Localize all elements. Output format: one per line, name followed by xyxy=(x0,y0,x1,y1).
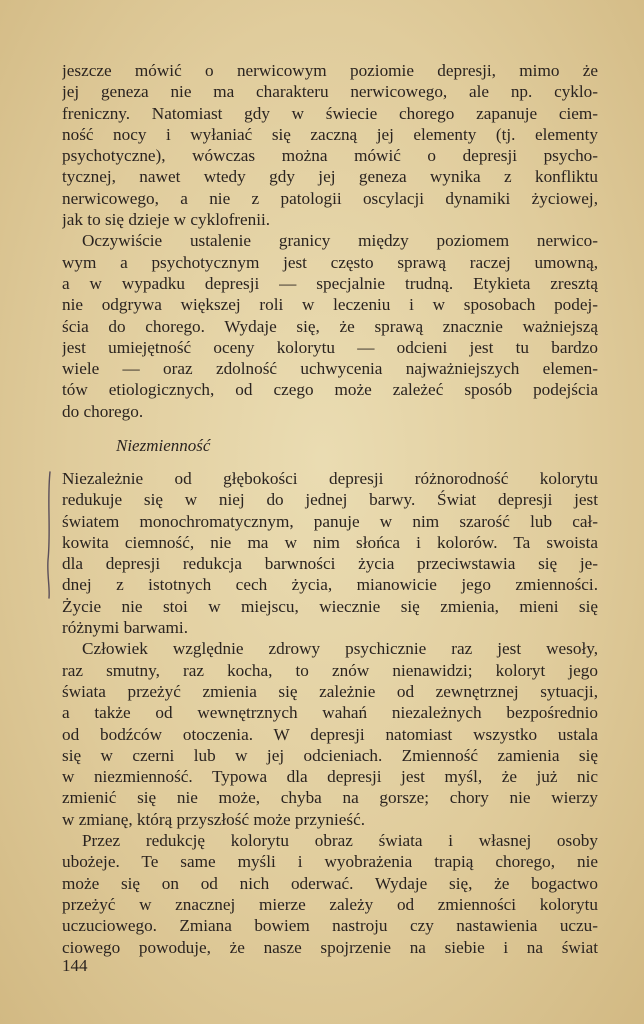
text-line: w zmianę, którą przyszłość może przynieść. xyxy=(62,809,366,829)
paragraph xyxy=(62,230,598,422)
paragraph xyxy=(62,830,598,958)
text-line: a w wypadku depresji — specjalnie trudną. Etykieta zresztą xyxy=(62,273,598,293)
text-line: raz smutny, raz kocha, to znów nienawidzi; koloryt jego xyxy=(62,660,598,680)
text-line: Życie nie stoi w miejscu, wiecznie się zmienia, mieni się xyxy=(62,596,598,616)
text-line: ciowego powoduje, że nasze spojrzenie na siebie i na świat xyxy=(62,937,598,957)
page-number: 144 xyxy=(62,956,88,975)
text-line: Niezależnie od głębokości depresji różnorodność kolorytu xyxy=(62,469,598,488)
text-line: wym a psychotycznym jest często sprawą raczej umowną, xyxy=(62,252,598,272)
text-line: świata przeżyć zmienia się zależnie od zewnętrznej sytuacji, xyxy=(62,681,598,701)
paragraph xyxy=(62,638,598,830)
text-line: a także od wewnętrznych wahań niezależnych bezpośrednio xyxy=(62,703,598,723)
text-line: światem monochromatycznym, panuje w nim szarość lub cał- xyxy=(62,511,598,531)
text-line: Przez redukcję kolorytu obraz świata i własnej osoby xyxy=(82,831,598,851)
text-line: do chorego. xyxy=(62,401,144,421)
text-line: Człowiek względnie zdrowy psychicznie raz jest wesoły, xyxy=(82,639,598,659)
text-line: nerwicowego, a nie z patologii oscylacji dynamiki życiowej, xyxy=(62,188,598,208)
text-line: od bodźców otoczenia. W depresji natomiast wszystko ustala xyxy=(62,724,598,744)
text-line: w niezmienność. Typowa dla depresji jest myśl, że już nic xyxy=(62,767,598,787)
text-line: ność nocy i wyłaniać się zaczną jej elementy (tj. elementy xyxy=(62,124,598,144)
text-line: kowita ciemność, nie ma w nim słońca i kolorów. Ta swoista xyxy=(62,532,598,552)
text-line: dnej z istotnych cech życia, mianowicie jego zmienności. xyxy=(62,575,598,595)
text-line: psychotyczne), wówczas można mówić o depresji psycho- xyxy=(62,146,598,166)
text-line: jeszcze mówić o nerwicowym poziomie depresji, mimo że xyxy=(62,61,598,80)
text-line: może się on od nich oderwać. Wydaje się, że bogactwo xyxy=(62,873,598,893)
body-text-bottom xyxy=(62,468,598,958)
text-line: jej geneza nie ma charakteru nerwicowego, ale np. cyklo- xyxy=(62,82,598,102)
text-line: freniczny. Natomiast gdy w świecie chorego zapanuje ciem- xyxy=(62,103,598,123)
text-line: nie odgrywa większej roli w leczeniu i w sposobach podej- xyxy=(62,295,598,315)
text-line: tów etiologicznych, od czego może zależeć sposób podejścia xyxy=(62,380,598,400)
text-line: wiele — oraz zdolność uchwycenia najważniejszych elemen- xyxy=(62,359,598,379)
text-line: jak to się dzieje w cyklofrenii. xyxy=(62,210,271,230)
text-line: zmienić się nie może, chyba na gorsze; chory nie wierzy xyxy=(62,788,598,808)
text-line: przeżyć w znacznej mierze zależy od zmienności kolorytu xyxy=(62,894,598,914)
margin-pencil-mark xyxy=(44,470,54,600)
paragraph xyxy=(62,60,598,230)
text-line: Oczywiście ustalenie granicy między poziomem nerwico- xyxy=(82,231,598,251)
text-line: się w czerni lub w jej odcieniach. Zmienność zamienia się xyxy=(62,745,598,765)
text-line: redukuje się w niej do jednej barwy. Świat depresji jest xyxy=(62,490,598,510)
section-heading: Niezmienność xyxy=(116,436,211,455)
text-line: tycznej, nawet wtedy gdy jej geneza wynika z konfliktu xyxy=(62,167,598,187)
text-line: ubożeje. Te same myśli i wyobrażenia trapią chorego, nie xyxy=(62,852,598,872)
text-line: jest umiejętność oceny kolorytu — odcieni jest tu bardzo xyxy=(62,337,598,357)
text-line: ścia do chorego. Wydaje się, że sprawą znacznie ważniejszą xyxy=(62,316,598,336)
text-line: różnymi barwami. xyxy=(62,618,189,638)
text-line: uczuciowego. Zmiana bowiem nastroju czy nastawienia uczu- xyxy=(62,916,598,936)
body-text-top xyxy=(62,60,598,422)
text-line: dla depresji redukcja barwności życia przeciwstawia się je- xyxy=(62,554,598,574)
paragraph xyxy=(62,468,598,638)
